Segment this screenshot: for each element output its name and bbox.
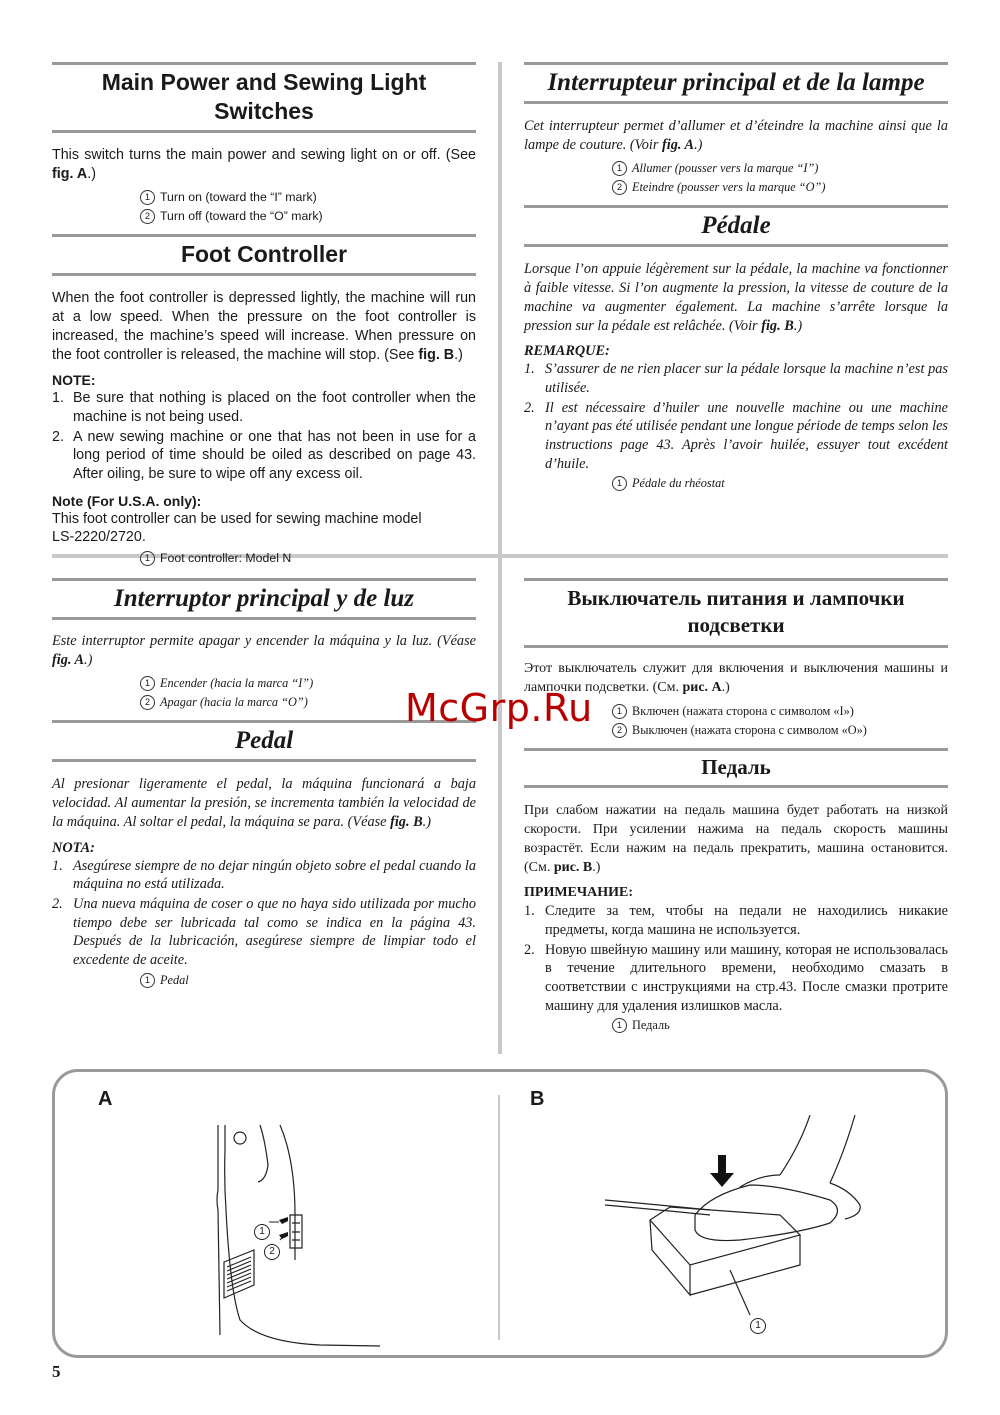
es-note-list bbox=[52, 857, 476, 970]
list-item: 1. Be sure that nothing is placed on the foot controller when the machine is not being used. bbox=[52, 390, 476, 425]
callout-item: 1 Encender (hacia la marca “I”) bbox=[52, 674, 476, 693]
circled-number-icon: 2 bbox=[140, 695, 155, 710]
ru-power-title: Выключатель питания и лампочки подсветки bbox=[567, 586, 905, 637]
circled-number-icon: 2 bbox=[140, 209, 155, 224]
callout-item: 2 Выключен (нажата сторона с символом «O») bbox=[524, 721, 948, 740]
fr-foot-title: Pédale bbox=[701, 212, 771, 240]
list-item: 1. Asegúrese siempre de no dejar ningún objeto sobre el pedal cuando la máquina no está utilizada. bbox=[52, 857, 476, 893]
ru-foot-heading-box bbox=[524, 748, 948, 788]
callout-item: 1 Pedal bbox=[52, 971, 476, 990]
ru-note-list bbox=[524, 902, 948, 1015]
es-power-title: Interruptor principal y de luz bbox=[113, 585, 415, 612]
en-foot-title: Foot Controller bbox=[180, 241, 348, 268]
circled-number-icon: 1 bbox=[612, 1018, 627, 1033]
en-note-title: NOTE: bbox=[52, 372, 96, 389]
ru-note-title: ПРИМЕЧАНИЕ: bbox=[524, 885, 634, 901]
en-usa-note-title: Note (For U.S.A. only): bbox=[52, 492, 202, 509]
es-foot-body: Al presionar ligeramente el pedal, la máquina funcionará a baja velocidad. Al aumentar la presión, se incrementa también la velocidad de la máquina. Al soltar el pedal, la máquina se para. (Véase fig. B.) bbox=[52, 776, 476, 830]
ru-power-body: Этот выключатель служит для включения и выключения машины и лампочки подсветки. (См. рис. A.) bbox=[524, 661, 948, 695]
fr-foot-body: Lorsque l’on appuie légèrement sur la pédale, la machine va fonctionner à faible vitesse. Si l’on augmente la pression, la vitesse de couture de la machine va augmenter également. La machine s’arrête lorsque la pression sur la pédale est relâchée. (Voir fig. B.) bbox=[524, 261, 948, 334]
circled-number-icon: 1 bbox=[612, 704, 627, 719]
watermark: McGrp.Ru bbox=[405, 686, 593, 730]
list-item: 1. S’assurer de ne rien placer sur la pédale lorsque la machine n’est pas utilisée. bbox=[524, 361, 948, 396]
figure-a-machine-illustration bbox=[200, 1120, 390, 1350]
circled-number-icon: 2 bbox=[612, 723, 627, 738]
list-item: 2. Una nueva máquina de coser o que no haya sido utilizada por mucho tiempo debe ser lubricada tal como se indica en la página 43. Después de la lubricación, asegúrese siempre de limpiar todo el excedente de aceite. bbox=[52, 895, 476, 969]
callout-item: 2 Apagar (hacia la marca “O”) bbox=[52, 693, 476, 712]
callout-item: 1 Allumer (pousser vers la marque “I”) bbox=[524, 159, 948, 178]
circled-number-icon: 1 bbox=[140, 973, 155, 988]
callout-item: 2 Turn off (toward the “O” mark) bbox=[52, 207, 476, 226]
en-power-title: Main Power and Sewing Light Switches bbox=[101, 69, 427, 124]
english-section bbox=[52, 62, 476, 568]
fr-power-heading-box bbox=[524, 62, 948, 104]
es-note-title: NOTA: bbox=[52, 839, 95, 856]
figure-divider bbox=[498, 1095, 500, 1340]
vertical-divider-top bbox=[498, 62, 502, 556]
callout-item: 1 Включен (нажата сторона с символом «I») bbox=[524, 702, 948, 721]
list-item: 2. Новую швейную машину или машину, которая не использовалась в течение длительного времени, необходимо смазать в соответствии с инструкциями на стр.43. После смазки протрите машину для удаления излишков масла. bbox=[524, 941, 948, 1014]
callout-item: 1 Pédale du rhéostat bbox=[524, 474, 948, 493]
en-note-list bbox=[52, 389, 476, 484]
circled-number-icon: 1 bbox=[140, 676, 155, 691]
list-item: 2. Il est nécessaire d’huiler une nouvelle machine ou une machine n’ayant pas été utilisée pendant une longue période de temps selon les instructions page 43. Après l’avoir huilée, essuyer tout excédent d’huile. bbox=[524, 399, 949, 472]
french-section bbox=[524, 62, 948, 493]
figure-a-callout-2: 2 bbox=[264, 1244, 280, 1260]
en-power-callouts bbox=[52, 188, 476, 226]
russian-section bbox=[524, 578, 948, 1035]
en-foot-heading-box bbox=[52, 234, 476, 276]
circled-number-icon: 2 bbox=[612, 180, 627, 195]
list-item: 2. A new sewing machine or one that has not been in use for a long period of time should be oiled as described on page 43. After oiling, be sure to wipe off any excess oil. bbox=[52, 428, 476, 483]
fr-power-body: Cet interrupteur permet d’allumer et d’éteindre la machine ainsi que la lampe de couture. (Voir fig. A.) bbox=[524, 118, 948, 153]
list-item: 1. Следите за тем, чтобы на педали не находились никакие предметы, когда машина не используется. bbox=[524, 903, 948, 938]
ru-callouts bbox=[524, 1016, 948, 1035]
es-callouts bbox=[52, 971, 476, 990]
figure-b-callout-1: 1 bbox=[750, 1318, 766, 1334]
circled-number-icon: 1 bbox=[612, 476, 627, 491]
circled-number-icon: 1 bbox=[140, 190, 155, 205]
es-power-body: Este interruptor permite apagar y encender la máquina y la luz. (Véase fig. A.) bbox=[52, 633, 476, 668]
en-power-heading-box bbox=[52, 62, 476, 133]
fr-callouts bbox=[524, 474, 948, 493]
figure-b-pedal-illustration bbox=[600, 1115, 900, 1345]
en-foot-body: When the foot controller is depressed lightly, the machine will run at a low speed. When the pressure on the foot controller is increased, the machine’s speed will increase. When pressure on the foot controller is released, the machine will stop. (See fig. B.) bbox=[52, 290, 476, 363]
callout-item: 1 Foot controller: Model N bbox=[52, 549, 476, 568]
page-number: 5 bbox=[52, 1362, 61, 1381]
ru-foot-body: При слабом нажатии на педаль машина будет работать на низкой скорости. При усилении нажима на педаль скорость машины возрастёт. Если нажим на педаль прекратить, машина остановится. (См. рис. B.) bbox=[524, 803, 948, 875]
es-power-heading-box bbox=[52, 578, 476, 620]
figure-a-callout-1: 1 bbox=[254, 1224, 270, 1240]
circled-number-icon: 1 bbox=[612, 161, 627, 176]
fr-foot-heading-box bbox=[524, 205, 948, 247]
fr-note-list bbox=[524, 360, 948, 473]
en-power-body: This switch turns the main power and sewing light on or off. (See fig. A.) bbox=[52, 147, 476, 182]
ru-foot-title: Педаль bbox=[701, 755, 771, 780]
circled-number-icon: 1 bbox=[140, 551, 155, 566]
figure-a-label: A bbox=[98, 1088, 113, 1110]
ru-power-heading-box bbox=[524, 578, 948, 648]
callout-item: 2 Eteindre (pousser vers la marque “O”) bbox=[524, 178, 948, 197]
fr-note-title: REMARQUE: bbox=[524, 343, 610, 360]
figure-b-label: B bbox=[530, 1088, 545, 1110]
es-foot-title: Pedal bbox=[234, 727, 294, 755]
callout-item: 1 Turn on (toward the “I” mark) bbox=[52, 188, 476, 207]
vertical-divider-bottom bbox=[498, 558, 502, 1054]
fr-power-callouts bbox=[524, 159, 948, 197]
callout-item: 1 Педаль bbox=[524, 1016, 948, 1035]
spanish-section bbox=[52, 578, 476, 990]
en-usa-body: This foot controller can be used for sewing machine model LS-2220/2720. bbox=[52, 510, 422, 546]
fr-power-title: Interrupteur principal et de la lampe bbox=[547, 69, 925, 96]
en-usa-callouts bbox=[52, 549, 476, 568]
